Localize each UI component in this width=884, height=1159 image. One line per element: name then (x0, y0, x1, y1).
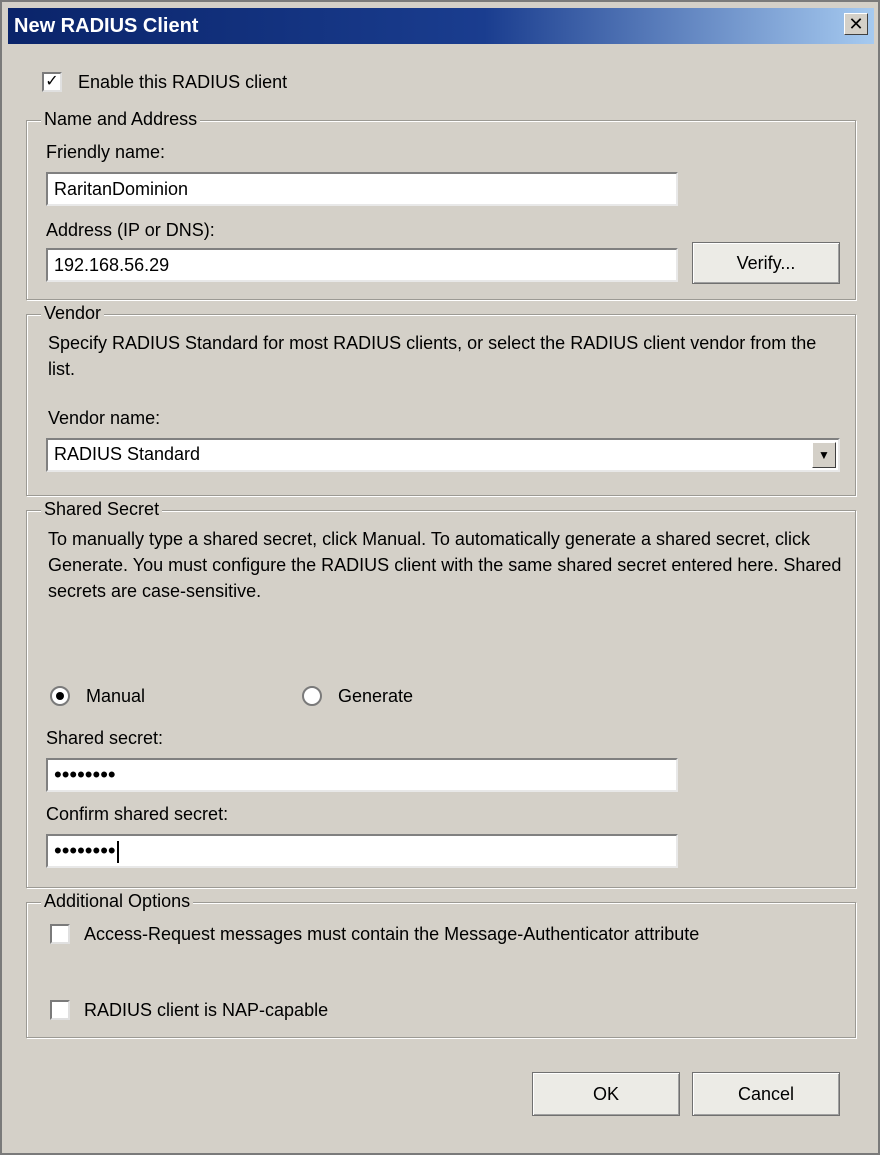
title-bar[interactable] (8, 8, 874, 44)
enable-client-label: Enable this RADIUS client (78, 72, 288, 92)
confirm-secret-value: •••••••• (54, 838, 116, 863)
vendor-name-value: RADIUS Standard (54, 444, 201, 464)
address-label: Address (IP or DNS): (46, 220, 215, 240)
nap-capable-label: RADIUS client is NAP-capable (84, 1000, 329, 1020)
vendor-legend: Vendor (41, 303, 104, 324)
message-authenticator-label: Access-Request messages must contain the Message-Authenticator attribute (84, 924, 700, 944)
vendor-description: Specify RADIUS Standard for most RADIUS clients, or select the RADIUS client vendor from the list. (48, 333, 817, 379)
manual-radio-label: Manual (86, 686, 146, 706)
vendor-name-label: Vendor name: (48, 408, 161, 428)
generate-radio[interactable] (302, 686, 322, 706)
shared-secret-legend: Shared Secret (41, 499, 162, 520)
confirm-secret-label: Confirm shared secret: (46, 804, 229, 824)
text-cursor (117, 841, 119, 863)
shared-secret-label: Shared secret: (46, 728, 164, 748)
nap-capable-checkbox[interactable] (50, 1000, 70, 1020)
generate-radio-label: Generate (338, 686, 414, 706)
manual-radio[interactable] (50, 686, 70, 706)
ok-button[interactable]: OK (532, 1072, 680, 1116)
chevron-down-icon[interactable]: ▼ (812, 442, 836, 468)
close-icon[interactable]: ✕ (844, 13, 868, 35)
friendly-name-label: Friendly name: (46, 142, 166, 162)
address-input[interactable]: 192.168.56.29 (46, 248, 678, 282)
dialog-title: New RADIUS Client (14, 15, 199, 37)
shared-secret-input[interactable]: •••••••• (46, 758, 678, 792)
name-address-legend: Name and Address (41, 109, 200, 130)
verify-button[interactable]: Verify... (692, 242, 840, 284)
vendor-name-dropdown[interactable] (46, 438, 840, 472)
friendly-name-input[interactable]: RaritanDominion (46, 172, 678, 206)
cancel-button[interactable]: Cancel (692, 1072, 840, 1116)
message-authenticator-checkbox[interactable] (50, 924, 70, 944)
enable-client-checkbox[interactable]: ✓ (42, 72, 62, 92)
additional-options-legend: Additional Options (41, 891, 193, 912)
shared-secret-description: To manually type a shared secret, click Manual. To automatically generate a shared secret, click Generate. You must configure the RADIUS client with the same shared secret entered here. Shared secrets are case-sensitive. (48, 529, 842, 601)
confirm-secret-input[interactable] (46, 834, 678, 868)
